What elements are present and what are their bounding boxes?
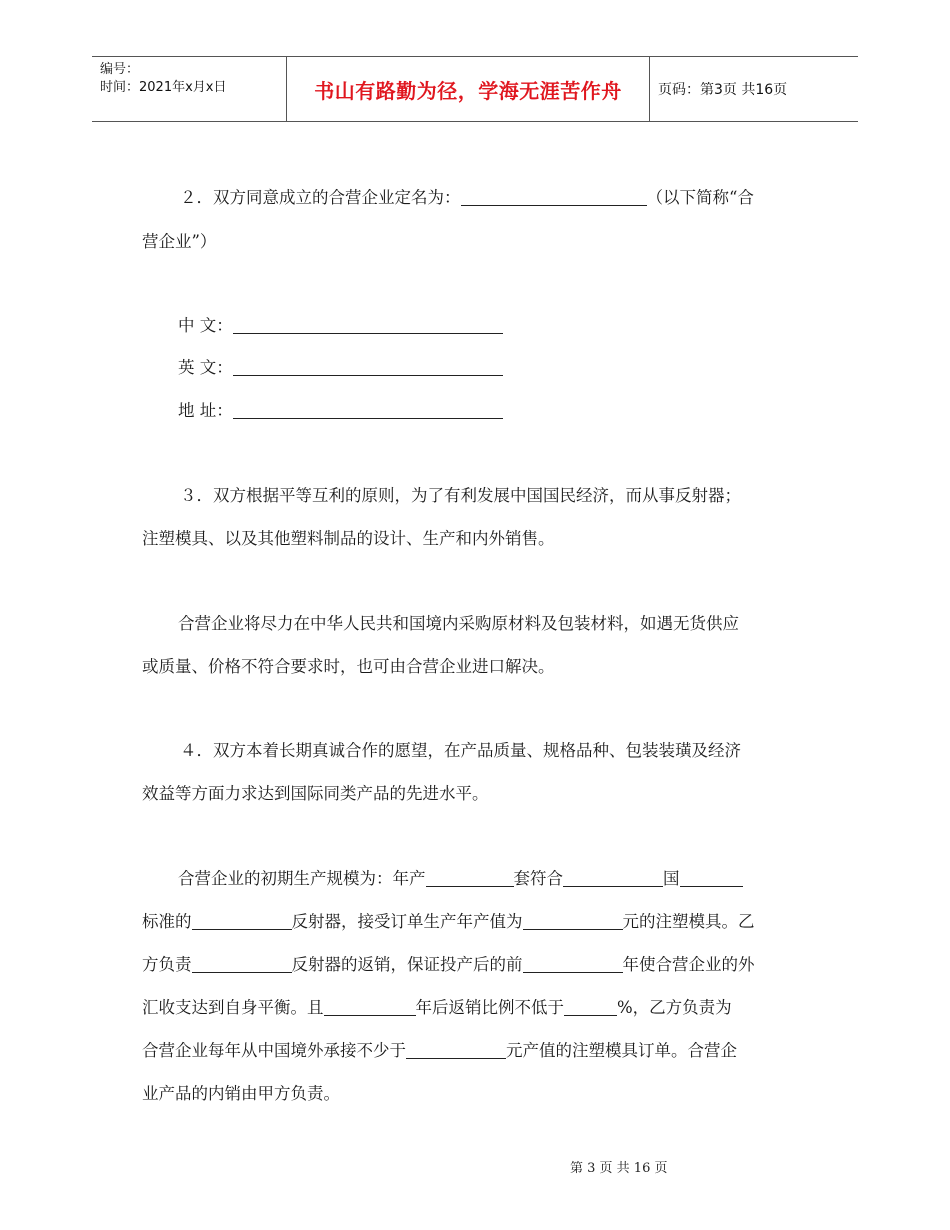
- header-time: 时间：2021年x月x日: [100, 80, 227, 95]
- scale-text: 套符合: [513, 869, 563, 888]
- scale-text: 方负责: [142, 955, 192, 974]
- chinese-name-row: [178, 313, 503, 339]
- address-blank: [233, 401, 503, 419]
- order-value-blank: [406, 1041, 506, 1059]
- scale-text: 元产值的注塑模具订单。合营企: [506, 1041, 737, 1060]
- page-footer: 第 3 页 共 16 页: [570, 1161, 668, 1176]
- scale-line-5: [142, 1038, 737, 1064]
- reflector-type-blank: [192, 912, 292, 930]
- scale-text: 汇收支达到自身平衡。且: [142, 998, 324, 1017]
- country-blank: [563, 869, 663, 887]
- standard-blank: [680, 869, 743, 887]
- scale-text: 标准的: [142, 912, 192, 931]
- years-blank: [523, 955, 623, 973]
- header-number: 编号：: [100, 62, 140, 77]
- address-label: 地 址：: [178, 401, 233, 420]
- english-name-label: 英 文：: [178, 358, 233, 377]
- scale-text: 国: [663, 869, 680, 888]
- annual-output-blank: [426, 869, 514, 887]
- article-2-line-1: [180, 185, 754, 211]
- procurement-line-1: 合营企业将尽力在中华人民共和国境内采购原材料及包装材料，如遇无货供应: [178, 614, 739, 633]
- output-value-blank: [523, 912, 623, 930]
- scale-text: 合营企业每年从中国境外承接不少于: [142, 1041, 406, 1060]
- scale-line-3: [142, 952, 755, 978]
- procurement-line-2: 或质量、价格不符合要求时，也可由合营企业进口解决。: [142, 657, 555, 676]
- scale-text: 反射器的返销，保证投产后的前: [291, 955, 523, 974]
- after-years-blank: [324, 998, 416, 1016]
- scale-text: 年使合营企业的外: [622, 955, 755, 974]
- scale-line-2: [142, 909, 755, 935]
- scale-text: %，乙方负责为: [617, 998, 732, 1017]
- percent-blank: [564, 998, 617, 1016]
- scale-text: 年后返销比例不低于: [415, 998, 564, 1017]
- scale-line-6: 业产品的内销由甲方负责。: [142, 1084, 340, 1103]
- scale-line-1: [178, 866, 743, 892]
- scale-text: 合营企业的初期生产规模为：年产: [178, 869, 426, 888]
- address-row: [178, 398, 503, 424]
- company-name-blank: [461, 188, 647, 206]
- scale-text: 反射器，接受订单生产年产值为: [291, 912, 523, 931]
- article-2-line-2: 营企业”）: [142, 232, 217, 251]
- english-name-blank: [233, 358, 503, 376]
- article-4-line-2: 效益等方面力求达到国际同类产品的先进水平。: [142, 784, 489, 803]
- chinese-name-blank: [233, 316, 503, 334]
- article-3-line-1: ３．双方根据平等互利的原则，为了有利发展中国国民经济，而从事反射器；: [180, 486, 741, 505]
- english-name-row: [178, 355, 503, 381]
- scale-text: 元的注塑模具。乙: [622, 912, 755, 931]
- header-motto: 书山有路勤为径，学海无涯苦作舟: [286, 57, 650, 121]
- chinese-name-label: 中 文：: [178, 316, 233, 335]
- header-page-number: 页码：第3页 共16页: [658, 82, 788, 98]
- header-meta: [92, 57, 286, 121]
- export-quantity-blank: [192, 955, 292, 973]
- article-2-text: ２．双方同意成立的合营企业定名为：: [180, 188, 461, 207]
- article-3-line-2: 注塑模具、以及其他塑料制品的设计、生产和内外销售。: [142, 529, 555, 548]
- article-2-text-2: （以下简称“合: [646, 188, 754, 207]
- scale-line-4: [142, 995, 732, 1021]
- page-header: [92, 56, 858, 122]
- article-4-line-1: ４．双方本着长期真诚合作的愿望，在产品质量、规格品种、包装装璜及经济: [180, 741, 741, 760]
